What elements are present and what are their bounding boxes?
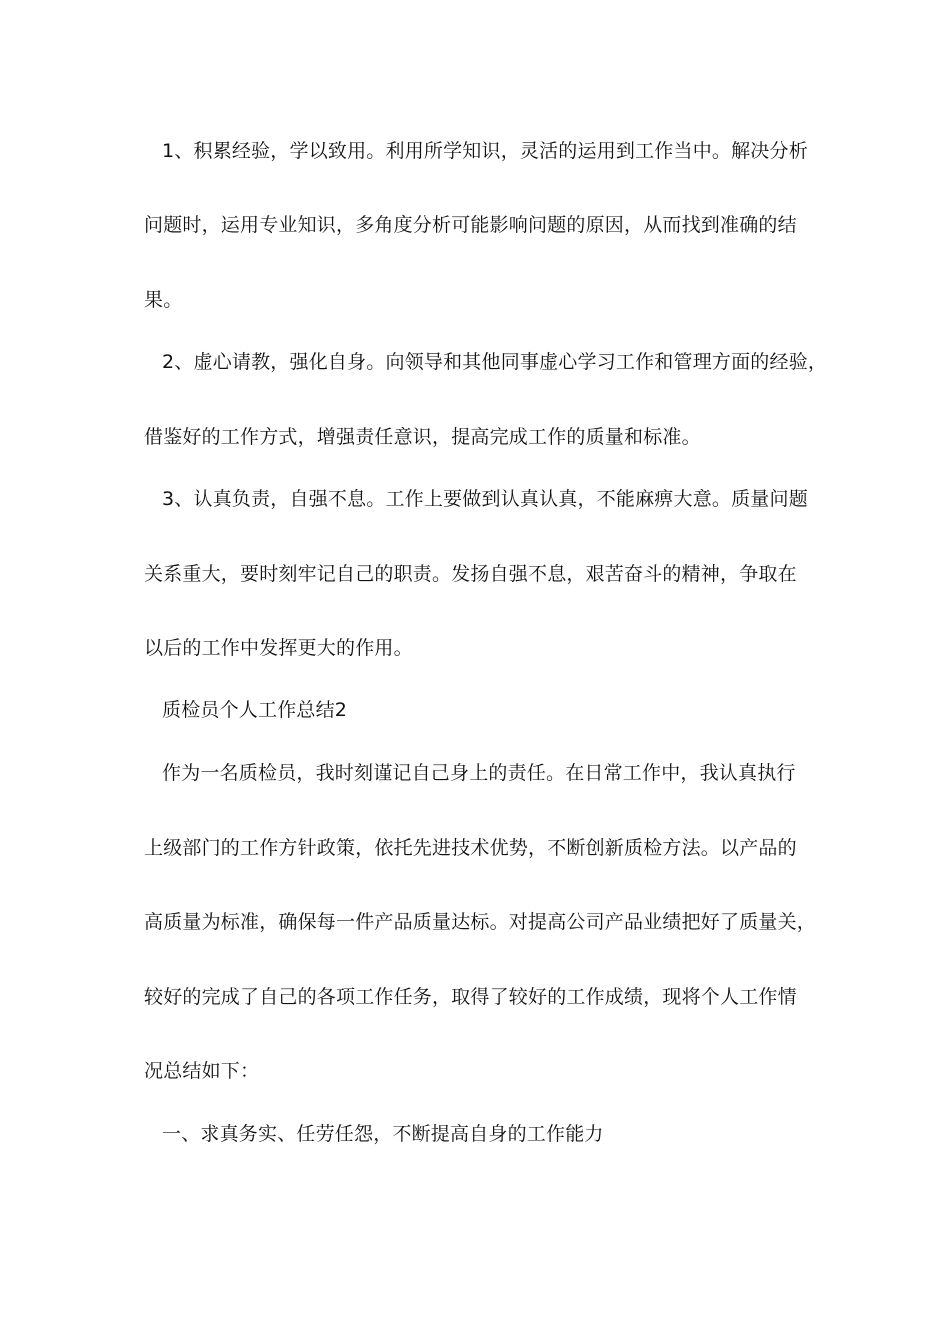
paragraph-3-line-3: 以后的工作中发挥更大的作用。 [144, 637, 413, 659]
subheading-1: 一、求真务实、任劳任怨，不断提高自身的工作能力 [162, 1123, 604, 1145]
paragraph-4-line-5: 况总结如下： [144, 1060, 260, 1082]
paragraph-1-line-3: 果。 [144, 289, 183, 311]
paragraph-4-line-4: 较好的完成了自己的各项工作任务，取得了较好的工作成绩，现将个人工作情 [144, 986, 797, 1008]
paragraph-1-line-1: 1、积累经验，学以致用。利用所学知识，灵活的运用到工作当中。解决分析 [162, 140, 808, 162]
paragraph-1-line-2: 问题时，运用专业知识，多角度分析可能影响问题的原因，从而找到准确的结 [144, 214, 797, 236]
paragraph-4-line-1: 作为一名质检员，我时刻谨记自己身上的责任。在日常工作中，我认真执行 [162, 762, 796, 784]
section-title: 质检员个人工作总结2 [162, 699, 348, 721]
paragraph-3-line-1: 3、认真负责，自强不息。工作上要做到认真认真，不能麻痹大意。质量问题 [162, 488, 808, 510]
paragraph-4-line-2: 上级部门的工作方针政策，依托先进技术优势，不断创新质检方法。以产品的 [144, 837, 797, 859]
paragraph-2-line-2: 借鉴好的工作方式，增强责任意识，提高完成工作的质量和标准。 [144, 426, 701, 448]
paragraph-3-line-2: 关系重大，要时刻牢记自己的职责。发扬自强不息，艰苦奋斗的精神，争取在 [144, 563, 797, 585]
paragraph-4-line-3: 高质量为标准，确保每一件产品质量达标。对提高公司产品业绩把好了质量关， [144, 911, 817, 933]
paragraph-2-line-1: 2、虚心请教，强化自身。向领导和其他同事虚心学习工作和管理方面的经验， [162, 351, 828, 373]
